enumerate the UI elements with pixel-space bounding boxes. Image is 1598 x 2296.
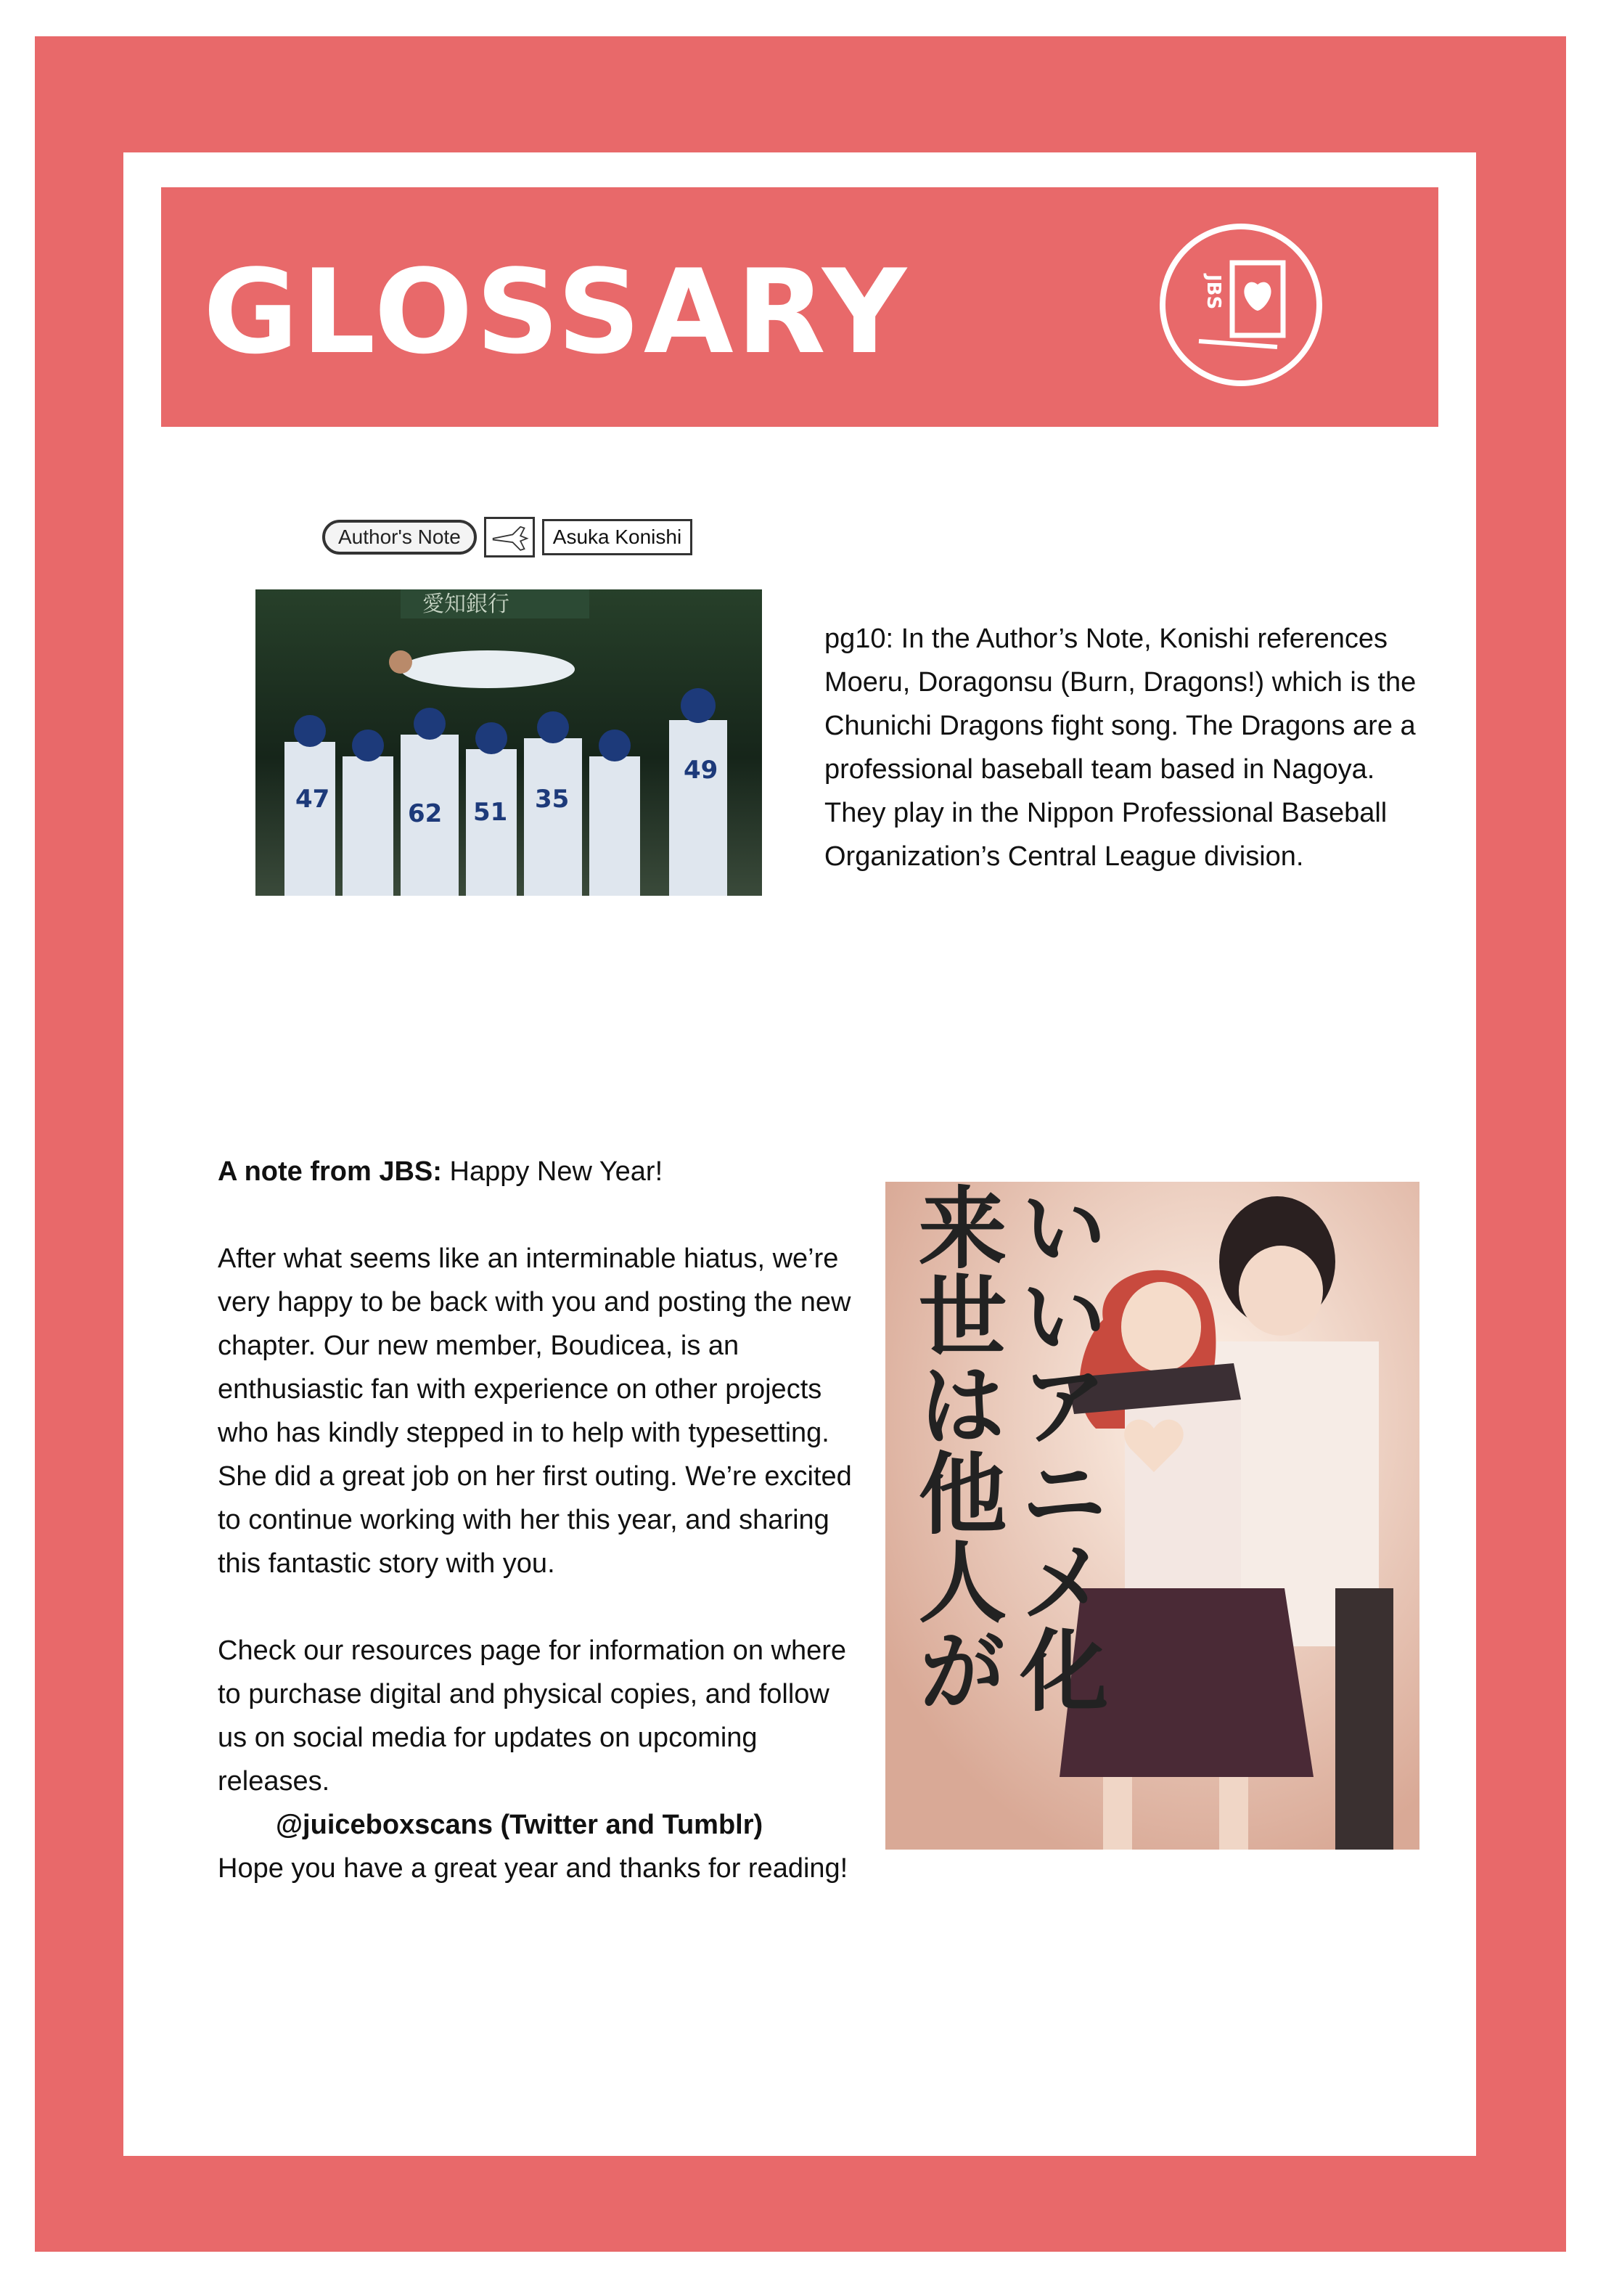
- glossary-entry-pg10: pg10: In the Author’s Note, Konishi references Moeru, Doragonsu (Burn, Dragons!) which is the Chunichi Dragons fight song. The Dragons are a professional baseball team based in Nagoya. They play in the Nippon Professional Baseball Organization’s Central League division.: [824, 624, 1417, 872]
- jersey-number: 51: [473, 798, 508, 827]
- cover-title-column: 来世は他人が: [904, 1182, 1007, 1713]
- baseball-celebration-photo: [255, 589, 762, 896]
- cover-title-column: いいアニメ化: [1005, 1182, 1108, 1713]
- jbs-note: [218, 1150, 856, 1890]
- jbs-note-greeting-line: [218, 1150, 856, 1193]
- jbs-note-heading: A note from JBS:: [218, 1156, 442, 1187]
- jbs-note-paragraph: After what seems like an interminable hiatus, we’re very happy to be back with you and posting the new chapter. Our new member, Boudicea, is an enthusiastic fan with experience on other projects who has kindly stepped in to help with typesetting. She did a great job on her first outing. We’re excited to continue working with her this year, and sharing this fantastic story with you.: [218, 1243, 852, 1579]
- authors-note-label: Author's Note: [322, 520, 477, 555]
- jbs-note-paragraph: Check our resources page for information on where to purchase digital and physical copies, and follow us on social media for updates on upcoming releases.: [218, 1635, 847, 1797]
- author-name: Asuka Konishi: [542, 519, 692, 555]
- logo-text: JBS: [1202, 274, 1224, 310]
- jbs-note-greeting: Happy New Year!: [449, 1156, 663, 1187]
- social-handle: @juiceboxscans (Twitter and Tumblr): [276, 1810, 763, 1840]
- photo-banner-text: 愛知銀行: [422, 592, 509, 617]
- airplane-icon: [484, 517, 535, 557]
- jersey-number: 47: [295, 785, 330, 814]
- jbs-logo-icon: [1154, 218, 1328, 392]
- jersey-number: 49: [684, 756, 718, 785]
- manga-cover-image: [885, 1182, 1419, 1850]
- jersey-number: 35: [535, 785, 570, 814]
- authors-note-tag: [322, 517, 692, 557]
- page-title: GLOSSARY: [203, 244, 910, 380]
- jersey-number: 62: [408, 799, 443, 828]
- jbs-note-closing: Hope you have a great year and thanks for reading!: [218, 1853, 848, 1884]
